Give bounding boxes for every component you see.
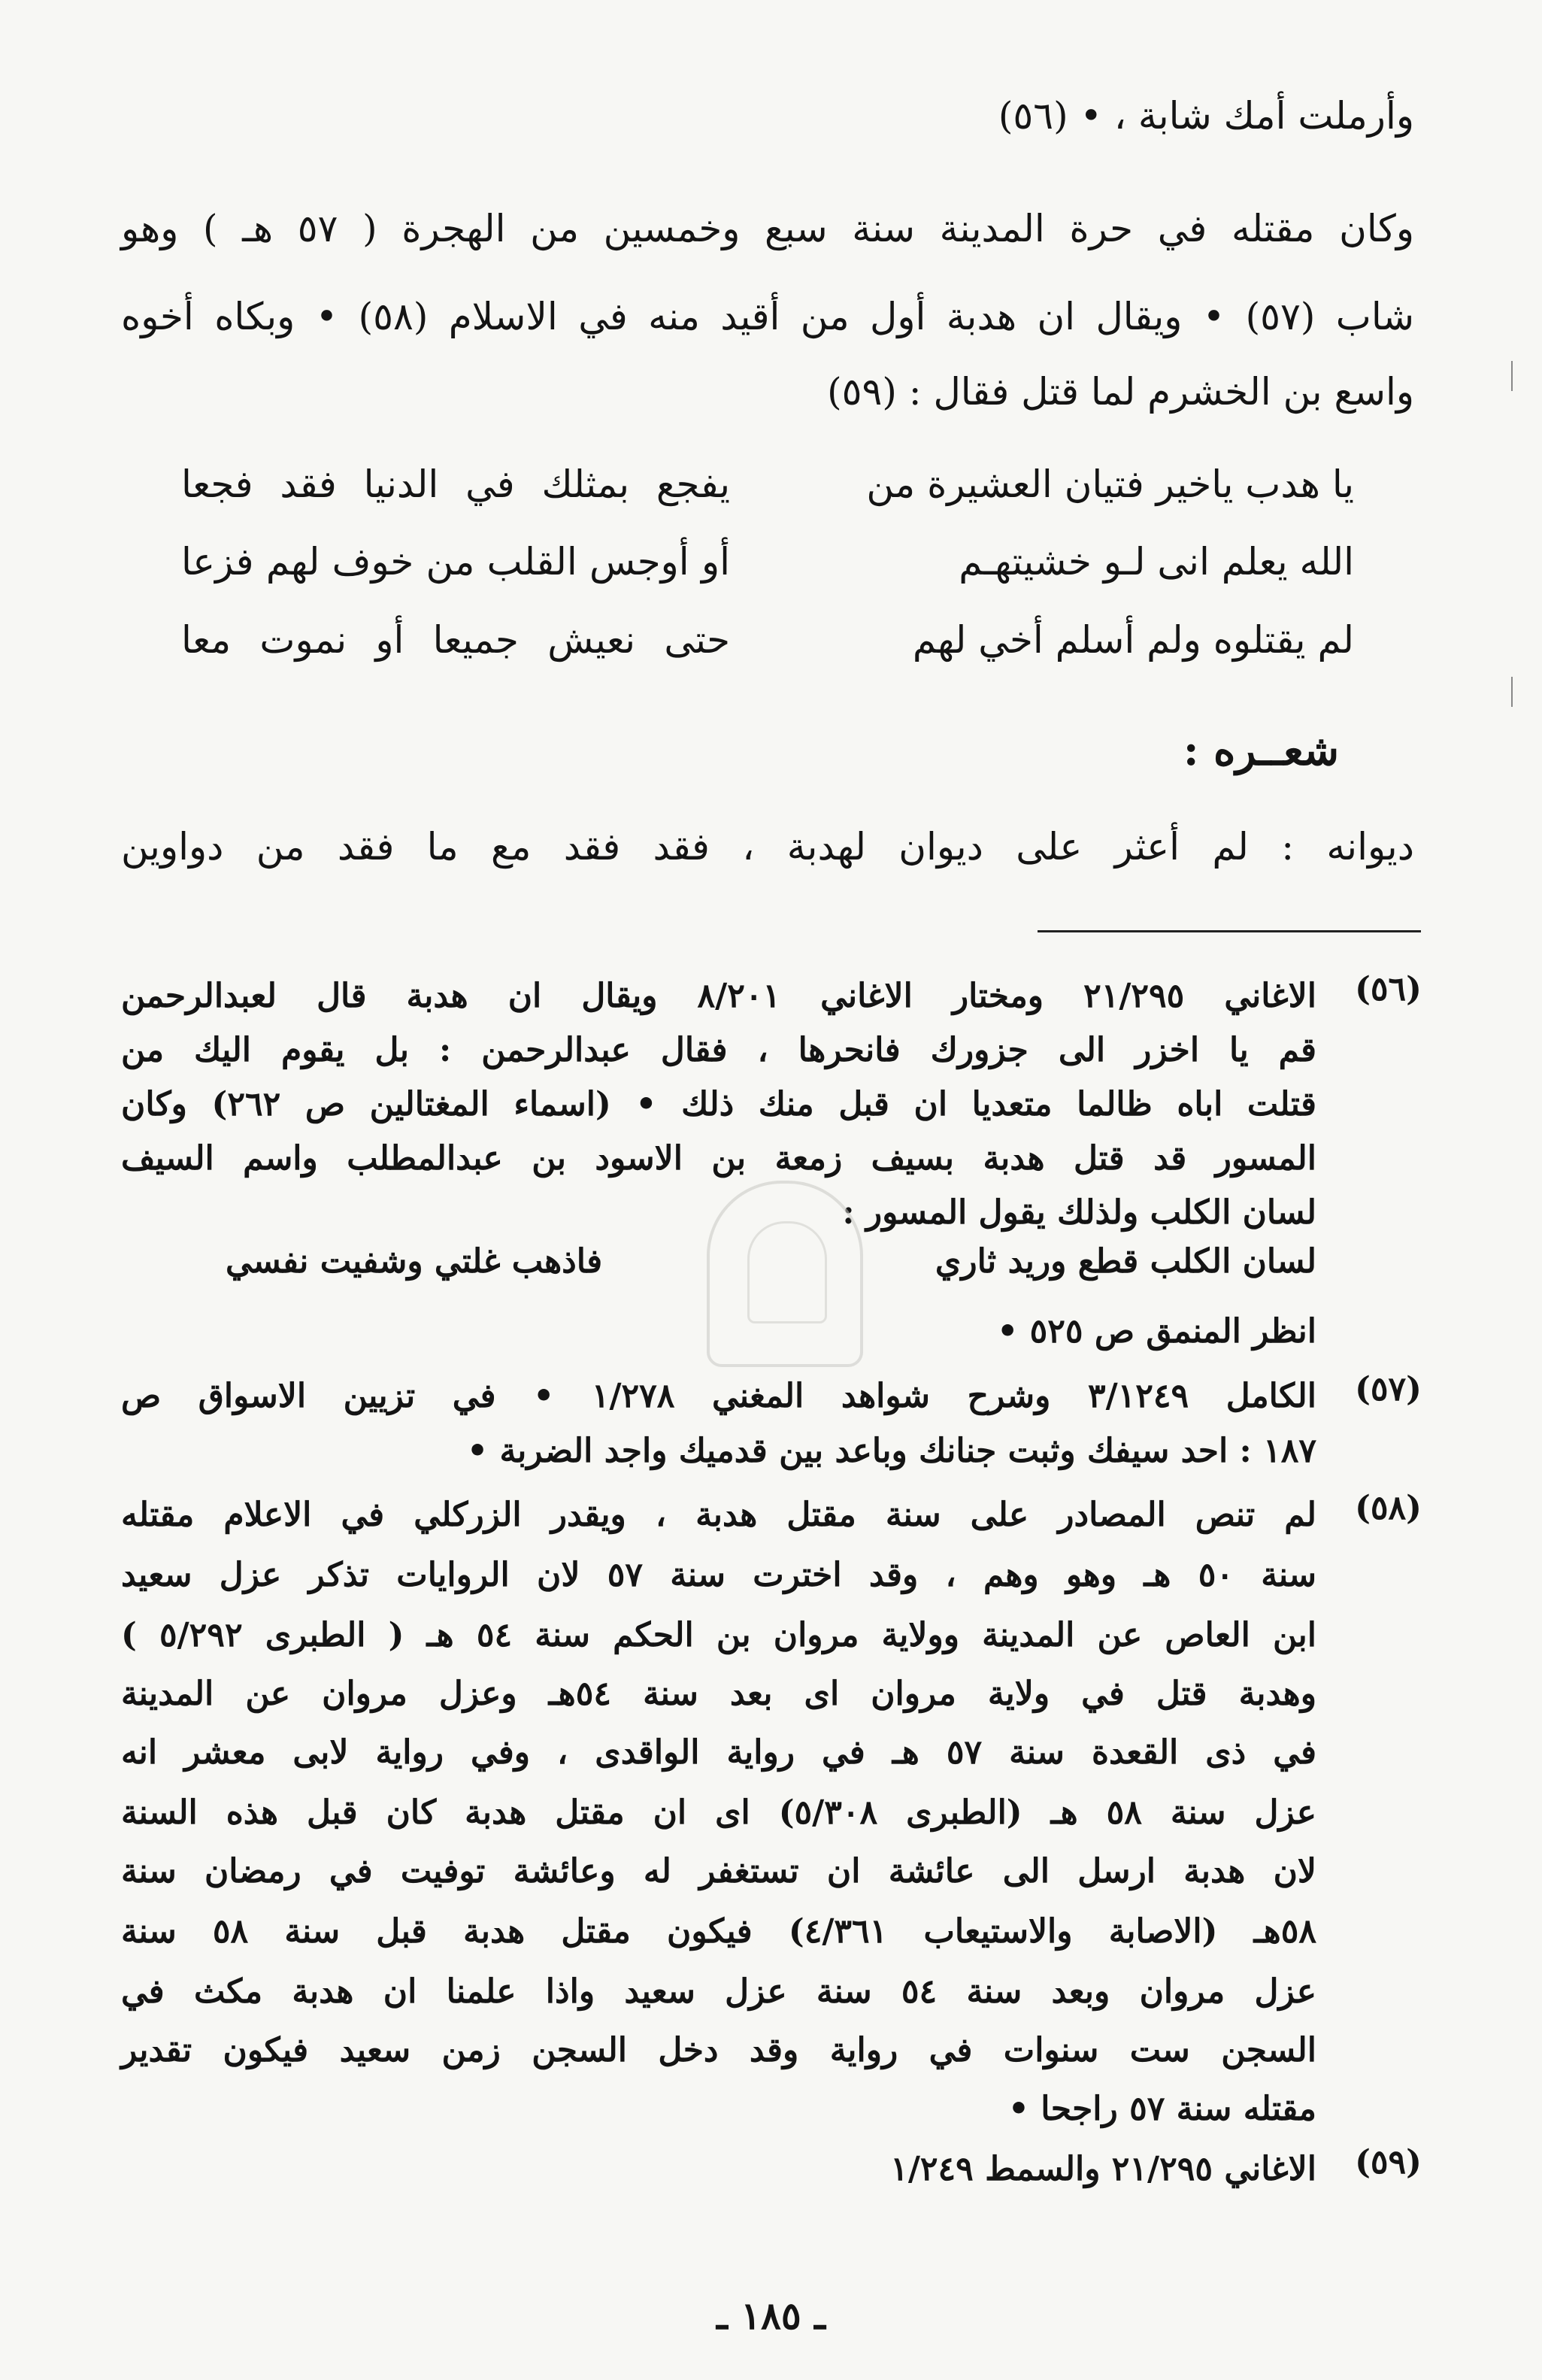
poem-verse-1 <box>181 462 1354 523</box>
footnote-58-line: ٥٨هـ (الاصابة والاستيعاب ٤/٣٦١) فيكون مقتل هدبة قبل سنة ٥٨ سنة <box>121 1912 1316 1951</box>
footnote-58-line: لم تنص المصادر على سنة مقتل هدبة ، ويقدر الزركلي في الاعلام مقتله <box>121 1496 1316 1534</box>
poem-hemistich-right: الله يعلم انى لـو خشيتهـم <box>959 540 1354 584</box>
main-line-4: واسع بن الخشرم لما قتل فقال : (٥٩) <box>827 370 1414 414</box>
footnote-58-line: عزل سنة ٥٨ هـ (الطبرى ٥/٣٠٨) اى ان مقتل هدبة كان قبل هذه السنة <box>121 1793 1316 1832</box>
footnote-58-line: عزل مروان وبعد سنة ٥٤ سنة عزل سعيد واذا علمنا ان هدبة مكث في <box>121 1972 1316 2011</box>
footnote-56-line: قتلت اباه ظالما متعديا ان قبل منك ذلك • (اسماء المغتالين ص ٢٦٢) وكان <box>121 1085 1316 1123</box>
footnote-number-57: (٥٧) <box>1355 1370 1422 1408</box>
footnote-number-59: (٥٩) <box>1355 2143 1422 2181</box>
footnote-58-line: السجن ست سنوات في رواية وقد دخل السجن زمن سعيد فيكون تقدير <box>121 2031 1316 2069</box>
footnote-58-line: وهدبة قتل في ولاية مروان اى بعد سنة ٥٤هـ وعزل مروان عن المدينة <box>121 1675 1316 1713</box>
scan-margin-mark <box>1511 361 1513 391</box>
footnote-58-line: سنة ٥٠ هـ وهو وهم ، وقد اخترت سنة ٥٧ لان الروايات تذكر عزل سعيد <box>121 1556 1316 1594</box>
footnote-58-line: لان هدبة ارسل الى عائشة ان تستغفر له وعائشة توفيت في رمضان سنة <box>121 1852 1316 1890</box>
footnote-56-verse-left: فاذهب غلتي وشفيت نفسي <box>226 1242 603 1281</box>
footnote-59-line: الاغاني ٢١/٢٩٥ والسمط ١/٢٤٩ <box>890 2150 1316 2188</box>
poem-hemistich-right: يا هدب ياخير فتيان العشيرة من <box>866 462 1354 506</box>
poem-hemistich-left: يفجع بمثلك في الدنيا فقد فجعا <box>181 462 730 506</box>
poem-hemistich-left: أو أوجس القلب من خوف لهم فزعا <box>181 540 730 584</box>
poem-hemistich-left: حتى نعيش جميعا أو نموت معا <box>181 618 730 662</box>
footnote-58-line: في ذى القعدة سنة ٥٧ هـ في رواية الواقدى ، وفي رواية لابى معشر انه <box>121 1733 1316 1772</box>
poem-verse-2 <box>181 540 1354 600</box>
footnote-number-58: (٥٨) <box>1355 1489 1422 1527</box>
footnote-58-line: ابن العاص عن المدينة وولاية مروان بن الحكم سنة ٥٤ هـ ( الطبرى ٥/٢٩٢ ) <box>121 1616 1317 1654</box>
poem-hemistich-right: لم يقتلوه ولم أسلم أخي لهم <box>912 618 1354 662</box>
footnote-56-reference: انظر المنمق ص ٥٢٥ • <box>997 1312 1316 1351</box>
footnote-58-line: مقتله سنة ٥٧ راجحا • <box>1007 2090 1316 2128</box>
footnote-57-line: الكامل ٣/١٢٤٩ وشرح شواهد المغني ١/٢٧٨ • في تزيين الاسواق ص <box>121 1377 1317 1415</box>
section-heading: شعــره : <box>1183 726 1339 775</box>
poem-verse-3 <box>181 618 1354 678</box>
library-stamp-watermark <box>707 1181 863 1367</box>
main-line-3: شاب (٥٧) • ويقال ان هدبة أول من أقيد منه في الاسلام (٥٨) • وبكاه أخوه <box>121 295 1414 338</box>
footnote-56-line: قم يا اخزر الى جزورك فانحرها ، فقال عبدالرحمن : بل يقوم اليك من <box>121 1031 1316 1069</box>
footnote-56-verse-right: لسان الكلب قطع وريد ثاري <box>935 1242 1316 1281</box>
footnote-divider <box>1038 930 1421 932</box>
footnote-56-line: الاغاني ٢١/٢٩٥ ومختار الاغاني ٨/٢٠١ ويقال ان هدبة قال لعبدالرحمن <box>121 977 1316 1015</box>
footnote-number-56: (٥٦) <box>1355 970 1422 1008</box>
diwan-line: ديوانه : لم أعثر على ديوان لهدبة ، فقد فقد مع ما فقد من دواوين <box>121 825 1414 869</box>
footnote-56-line: لسان الكلب ولذلك يقول المسور : <box>842 1193 1316 1232</box>
footnote-56-line: المسور قد قتل هدبة بسيف زمعة بن الاسود بن عبدالمطلب واسم السيف <box>121 1139 1316 1178</box>
main-line-1: وأرملت أمك شابة ، • (٥٦) <box>998 94 1414 138</box>
footnote-57-line: ١٨٧ : احد سيفك وثبت جنانك وباعد بين قدميك واجد الضربة • <box>467 1432 1316 1470</box>
main-line-2: وكان مقتله في حرة المدينة سنة سبع وخمسين من الهجرة ( ٥٧ هـ ) وهو <box>121 207 1415 250</box>
scan-margin-mark <box>1511 677 1513 707</box>
page-number: ـ ١٨٥ ـ <box>716 2294 826 2338</box>
